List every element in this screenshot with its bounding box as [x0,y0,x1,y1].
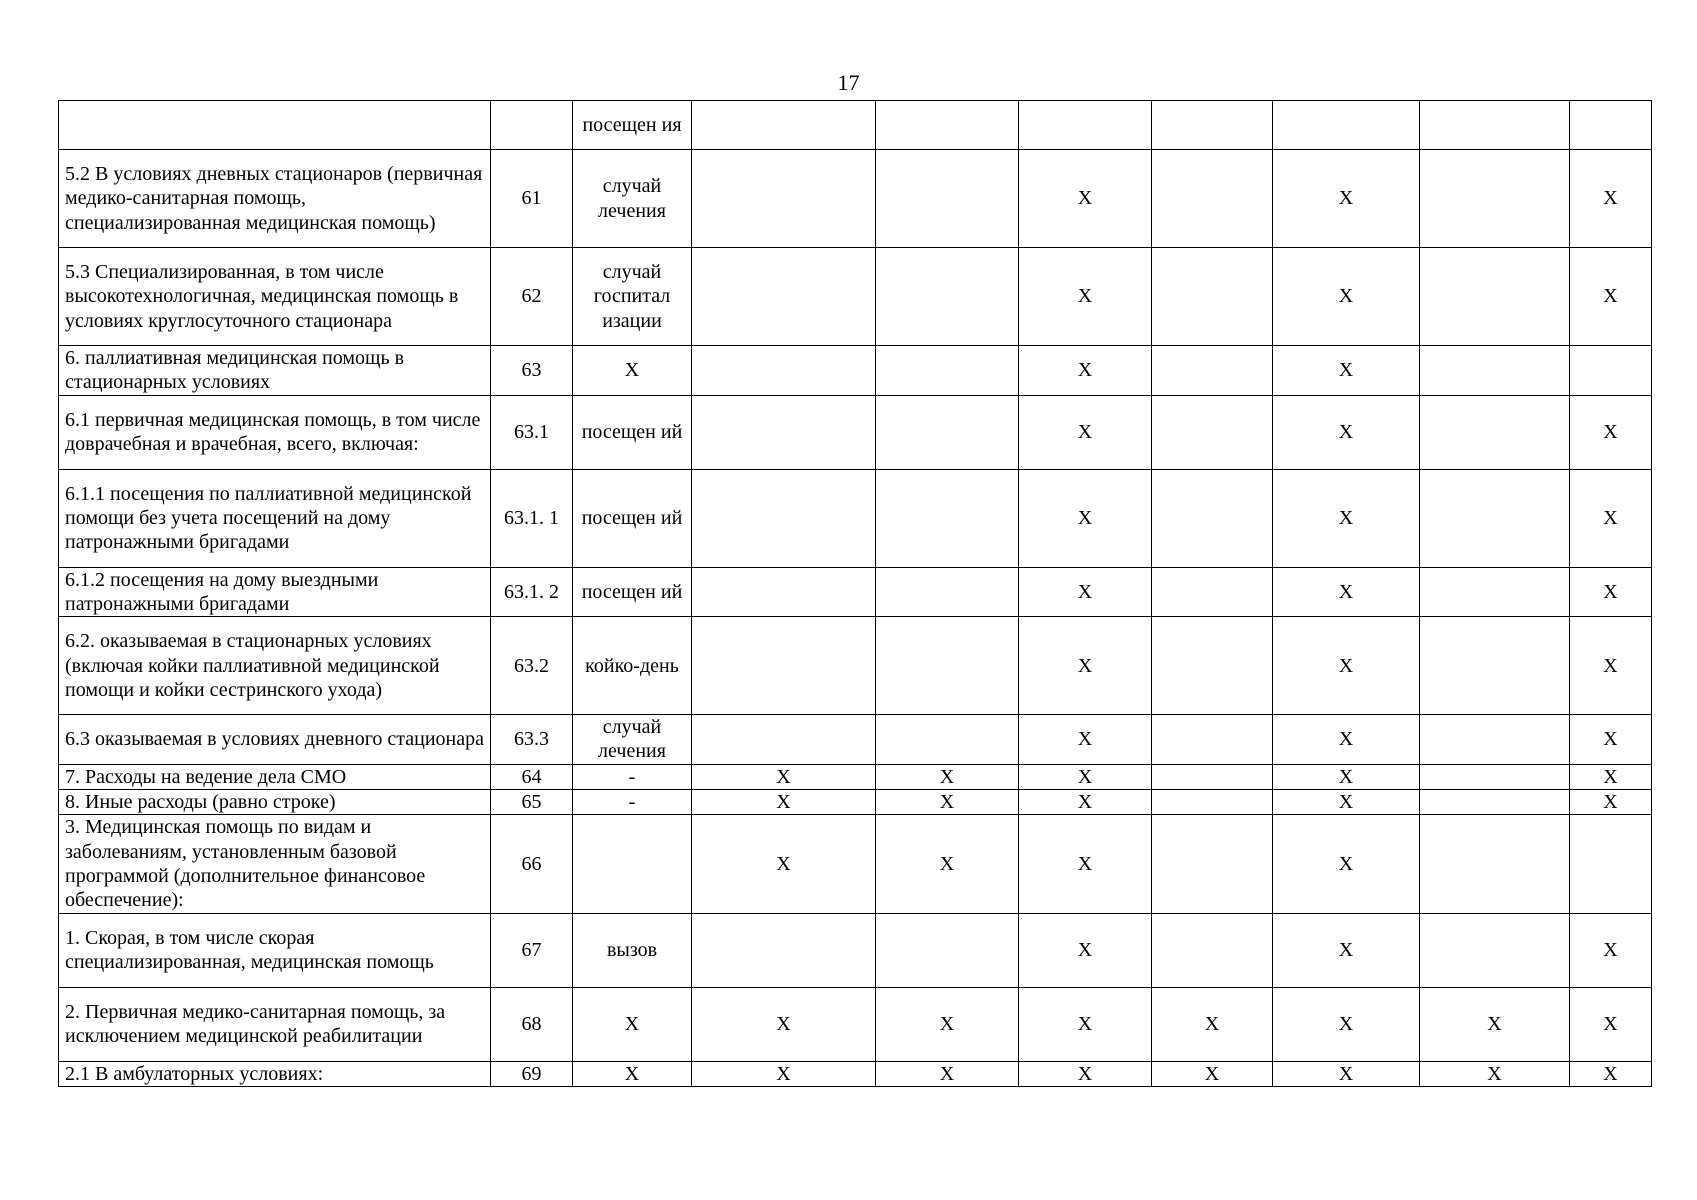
value-cell [1019,101,1152,150]
value-cell: X [692,1061,876,1086]
value-cell: X [1570,1061,1652,1086]
row-code-cell: 63.2 [491,617,573,715]
table-row [59,987,1652,1061]
row-name-cell: 7. Расходы на ведение дела СМО [59,764,491,789]
value-cell [692,101,876,150]
row-code-cell: 67 [491,913,573,987]
value-cell [1152,617,1273,715]
row-code-cell: 63.3 [491,715,573,765]
value-cell: X [1273,346,1420,396]
value-cell: X [1019,150,1152,248]
value-cell: X [1570,715,1652,765]
value-cell: X [876,764,1019,789]
value-cell [1152,248,1273,346]
value-cell: X [1019,913,1152,987]
value-cell [1420,617,1570,715]
value-cell: X [1273,248,1420,346]
row-name-cell: 5.3 Специализированная, в том числе высокотехнологичная, медицинская помощь в условиях круглосуточного стационара [59,248,491,346]
value-cell: X [1019,987,1152,1061]
value-cell [1420,150,1570,248]
value-cell: X [1019,764,1152,789]
table-row [59,469,1652,567]
value-cell [1152,346,1273,396]
row-unit-cell: случай лечения [573,150,692,248]
value-cell [692,346,876,396]
row-name-cell: 2.1 В амбулаторных условиях: [59,1061,491,1086]
value-cell: X [1273,469,1420,567]
row-code-cell: 61 [491,150,573,248]
table-row [59,1061,1652,1086]
value-cell: X [1019,790,1152,815]
value-cell: X [1019,346,1152,396]
row-unit-cell: посещен ий [573,395,692,469]
value-cell [692,469,876,567]
table-row [59,150,1652,248]
table-row [59,815,1652,913]
value-cell: X [692,815,876,913]
value-cell [692,567,876,617]
table-row [59,617,1652,715]
value-cell [1420,764,1570,789]
value-cell: X [1019,469,1152,567]
value-cell [1570,346,1652,396]
row-code-cell [491,101,573,150]
value-cell [876,469,1019,567]
value-cell: X [876,987,1019,1061]
value-cell [1152,913,1273,987]
value-cell [1420,913,1570,987]
row-name-cell: 2. Первичная медико-санитарная помощь, за исключением медицинской реабилитации [59,987,491,1061]
row-name-cell: 5.2 В условиях дневных стационаров (первичная медико-санитарная помощь, специализированная медицинская помощь) [59,150,491,248]
row-code-cell: 64 [491,764,573,789]
row-unit-cell: X [573,346,692,396]
value-cell [1420,715,1570,765]
value-cell: X [876,815,1019,913]
row-code-cell: 63.1. 2 [491,567,573,617]
row-name-cell: 8. Иные расходы (равно строке) [59,790,491,815]
value-cell [1152,815,1273,913]
value-cell [876,150,1019,248]
value-cell: X [1570,248,1652,346]
value-cell: X [1570,567,1652,617]
row-unit-cell: случай лечения [573,715,692,765]
value-cell [876,248,1019,346]
row-name-cell: 3. Медицинская помощь по видам и заболеваниям, установленным базовой программой (дополнительное финансовое обеспечение): [59,815,491,913]
row-name-cell: 6.2. оказываемая в стационарных условиях (включая койки паллиативной медицинской помощи и койки сестринского ухода) [59,617,491,715]
value-cell: X [1019,815,1152,913]
row-name-cell: 6. паллиативная медицинская помощь в стационарных условиях [59,346,491,396]
value-cell [876,567,1019,617]
table-row [59,567,1652,617]
value-cell [876,346,1019,396]
value-cell: X [692,987,876,1061]
value-cell: X [1019,248,1152,346]
value-cell [692,715,876,765]
value-cell: X [1273,913,1420,987]
value-cell: X [876,1061,1019,1086]
value-cell [1152,469,1273,567]
value-cell [1420,395,1570,469]
row-unit-cell: X [573,987,692,1061]
value-cell [1420,567,1570,617]
row-name-cell: 6.1.1 посещения по паллиативной медицинской помощи без учета посещений на дому патронажными бригадами [59,469,491,567]
row-name-cell: 6.1.2 посещения на дому выездными патронажными бригадами [59,567,491,617]
value-cell: X [1273,987,1420,1061]
value-cell: X [1273,395,1420,469]
table-row [59,764,1652,789]
row-unit-cell: посещен ия [573,101,692,150]
row-name-cell: 6.3 оказываемая в условиях дневного стационара [59,715,491,765]
value-cell [876,395,1019,469]
value-cell: X [1420,987,1570,1061]
value-cell [876,715,1019,765]
value-cell [1152,715,1273,765]
data-table [58,100,1652,1087]
value-cell [1420,790,1570,815]
value-cell [1420,815,1570,913]
value-cell: X [1570,913,1652,987]
value-cell [1570,101,1652,150]
value-cell [692,913,876,987]
table-row [59,715,1652,765]
value-cell: X [1019,715,1152,765]
value-cell [692,150,876,248]
value-cell [1420,101,1570,150]
value-cell [692,395,876,469]
value-cell [692,248,876,346]
value-cell [1152,150,1273,248]
value-cell: X [1273,764,1420,789]
row-name-cell [59,101,491,150]
row-unit-cell: - [573,764,692,789]
table-row [59,395,1652,469]
value-cell [1420,248,1570,346]
value-cell: X [1570,790,1652,815]
row-code-cell: 65 [491,790,573,815]
value-cell: X [1019,567,1152,617]
row-unit-cell: - [573,790,692,815]
row-name-cell: 6.1 первичная медицинская помощь, в том числе доврачебная и врачебная, всего, включая: [59,395,491,469]
row-unit-cell: случай госпитал изации [573,248,692,346]
row-code-cell: 68 [491,987,573,1061]
row-code-cell: 63.1. 1 [491,469,573,567]
row-unit-cell: X [573,1061,692,1086]
value-cell: X [1570,395,1652,469]
value-cell [1570,815,1652,913]
value-cell: X [1019,1061,1152,1086]
page-number: 17 [837,70,860,95]
value-cell [876,913,1019,987]
value-cell: X [1152,987,1273,1061]
table-row [59,913,1652,987]
value-cell [1420,346,1570,396]
row-code-cell: 62 [491,248,573,346]
table-row [59,790,1652,815]
row-code-cell: 66 [491,815,573,913]
value-cell: X [876,790,1019,815]
value-cell: X [1570,764,1652,789]
value-cell [692,617,876,715]
value-cell: X [1570,469,1652,567]
value-cell: X [1273,617,1420,715]
value-cell: X [1273,815,1420,913]
value-cell [876,617,1019,715]
row-name-cell: 1. Скорая, в том числе скорая специализированная, медицинская помощь [59,913,491,987]
table-row [59,346,1652,396]
value-cell [1152,101,1273,150]
value-cell [1152,395,1273,469]
value-cell: X [1570,617,1652,715]
value-cell: X [1019,395,1152,469]
value-cell [1152,764,1273,789]
value-cell: X [692,790,876,815]
value-cell: X [1570,150,1652,248]
value-cell [1152,790,1273,815]
value-cell: X [692,764,876,789]
row-unit-cell: посещен ий [573,469,692,567]
value-cell: X [1570,987,1652,1061]
value-cell: X [1273,150,1420,248]
value-cell: X [1420,1061,1570,1086]
value-cell [1420,469,1570,567]
row-code-cell: 63 [491,346,573,396]
row-unit-cell: койко-день [573,617,692,715]
value-cell: X [1152,1061,1273,1086]
row-code-cell: 69 [491,1061,573,1086]
value-cell [1152,567,1273,617]
value-cell: X [1273,790,1420,815]
value-cell [876,101,1019,150]
value-cell: X [1273,715,1420,765]
value-cell [1273,101,1420,150]
value-cell: X [1273,567,1420,617]
value-cell: X [1019,617,1152,715]
row-unit-cell [573,815,692,913]
table-row [59,101,1652,150]
row-unit-cell: вызов [573,913,692,987]
table-row [59,248,1652,346]
row-unit-cell: посещен ий [573,567,692,617]
row-code-cell: 63.1 [491,395,573,469]
value-cell: X [1273,1061,1420,1086]
